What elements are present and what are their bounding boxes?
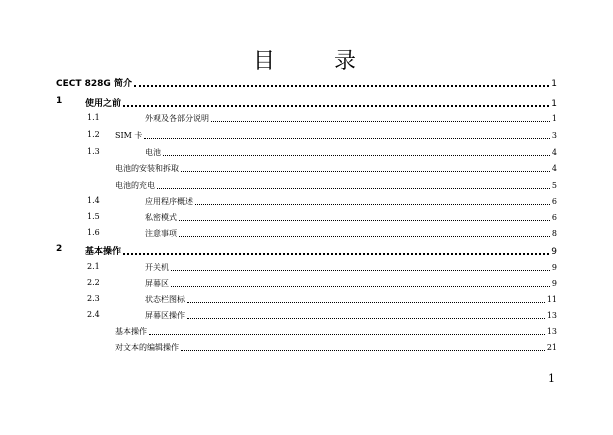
toc-entry-page: 1 [551, 99, 557, 109]
toc-entry-page: 4 [551, 164, 557, 173]
toc-entry-label: 电池的充电 [115, 181, 155, 190]
dot-leader [171, 270, 550, 271]
dot-leader [123, 253, 549, 255]
toc-entry-section-2-4[interactable] [87, 310, 557, 321]
toc-entry-subsection-battery-install[interactable] [115, 163, 557, 174]
toc-entry-number: 1.6 [87, 228, 100, 237]
toc-entry-chapter-1[interactable] [56, 96, 557, 109]
dot-leader [157, 188, 550, 189]
toc-entry-label: 注意事项 [145, 229, 177, 238]
toc-entry-label: 使用之前 [85, 99, 122, 109]
dot-leader [144, 138, 550, 139]
dot-leader [134, 85, 549, 87]
toc-entry-section-2-3[interactable] [87, 294, 557, 305]
toc-entry-number: 1.4 [87, 196, 100, 205]
toc-entry-number: 1.2 [87, 130, 100, 139]
toc-entry-label: SIM 卡 [115, 131, 143, 140]
toc-entry-number: 2.4 [87, 310, 100, 319]
dot-leader [179, 236, 550, 237]
toc-entry-subsection-text-editing[interactable] [115, 342, 557, 353]
toc-entry-number: 2.3 [87, 294, 100, 303]
toc-entry-label: 基本操作 [115, 327, 147, 336]
toc-entry-label: 电池的安装和拆取 [115, 164, 179, 173]
toc-entry-page: 8 [551, 229, 557, 238]
dot-leader [181, 350, 545, 351]
toc-entry-subsection-battery-charge[interactable] [115, 180, 557, 191]
toc-entry-number: 1.5 [87, 212, 100, 221]
toc-entry-page: 9 [551, 279, 557, 288]
dot-leader [181, 171, 550, 172]
toc-entry-section-1-6[interactable] [87, 228, 557, 239]
toc-entry-section-1-3[interactable] [87, 147, 557, 158]
toc-entry-page: 4 [551, 148, 557, 157]
toc-entry-label: 开关机 [145, 263, 169, 272]
toc-entry-page: 3 [551, 131, 557, 140]
toc-entry-page: 21 [546, 343, 557, 352]
toc-entry-label: CECT 828G 简介 [56, 79, 132, 89]
toc-entry-page: 11 [546, 295, 557, 304]
toc-entry-label: 电池 [145, 148, 161, 157]
toc-entry-page: 13 [546, 311, 557, 320]
toc-entry-section-1-4[interactable] [87, 196, 557, 207]
toc-entry-label: 对文本的编辑操作 [115, 343, 179, 352]
toc-entry-label: 状态栏图标 [145, 295, 185, 304]
toc-entry-number: 1.3 [87, 147, 100, 156]
toc-entry-section-2-1[interactable] [87, 262, 557, 273]
toc-entry-section-2-2[interactable] [87, 278, 557, 289]
dot-leader [211, 121, 550, 122]
toc-entry-number: 1.1 [87, 113, 100, 122]
toc-entry-page: 1 [551, 114, 557, 123]
footer-page-number: 1 [548, 372, 555, 385]
dot-leader [187, 318, 545, 319]
dot-leader [179, 220, 550, 221]
toc-entry-subsection-basic-ops[interactable] [115, 326, 557, 337]
dot-leader [187, 302, 545, 303]
toc-entry-page: 6 [551, 197, 557, 206]
toc-entry-label: 外观及各部分说明 [145, 114, 209, 123]
toc-entry-number: 2.1 [87, 262, 100, 271]
toc-entry-page: 13 [546, 327, 557, 336]
dot-leader [195, 204, 550, 205]
toc-entry-page: 9 [551, 247, 557, 257]
toc-entry-number: 2.2 [87, 278, 100, 287]
page-title: 目 录 [253, 49, 382, 74]
toc-entry-label: 私密模式 [145, 213, 177, 222]
toc-entry-number: 2 [56, 244, 63, 254]
dot-leader [171, 286, 550, 287]
toc-entry-section-1-2[interactable] [87, 130, 557, 141]
toc-entry-chapter-2[interactable] [56, 244, 557, 257]
toc-entry-page: 5 [551, 181, 557, 190]
dot-leader [123, 105, 549, 107]
toc-entry-intro[interactable] [56, 76, 557, 89]
toc-entry-page: 9 [551, 263, 557, 272]
toc-entry-label: 屏幕区操作 [145, 311, 185, 320]
toc-entry-number: 1 [56, 96, 63, 106]
dot-leader [149, 334, 545, 335]
toc-entry-page: 6 [551, 213, 557, 222]
toc-entry-label: 屏幕区 [145, 279, 169, 288]
toc-entry-label: 基本操作 [85, 247, 122, 257]
toc-entry-page: 1 [551, 79, 557, 89]
toc-entry-label: 应用程序概述 [145, 197, 193, 206]
dot-leader [163, 155, 550, 156]
toc-entry-section-1-5[interactable] [87, 212, 557, 223]
toc-entry-section-1-1[interactable] [87, 113, 557, 124]
